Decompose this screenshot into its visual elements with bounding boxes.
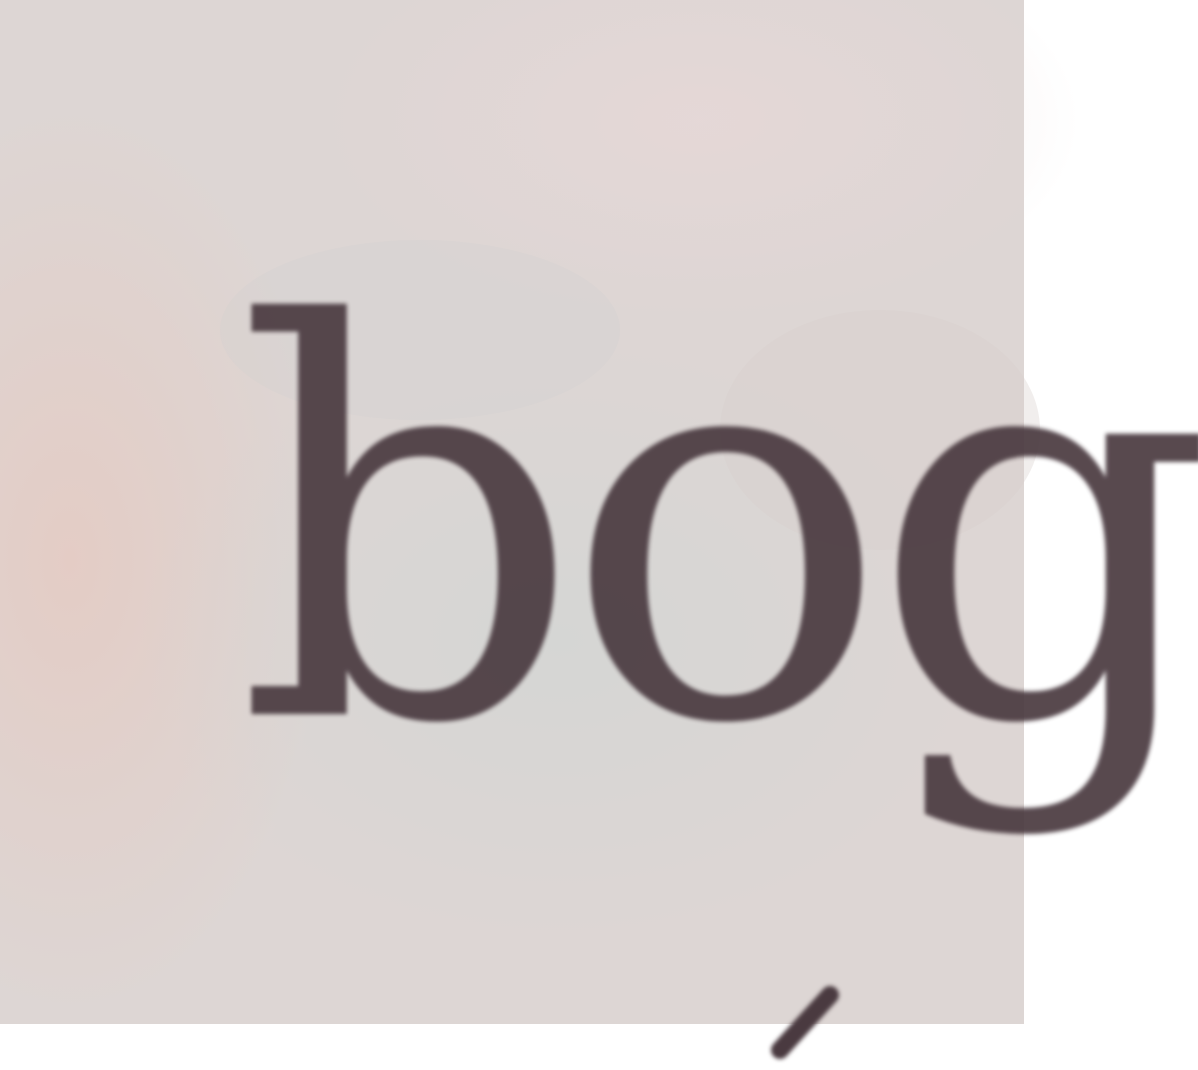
accent-mark: [770, 990, 840, 1070]
document-word: bog: [236, 214, 1198, 842]
